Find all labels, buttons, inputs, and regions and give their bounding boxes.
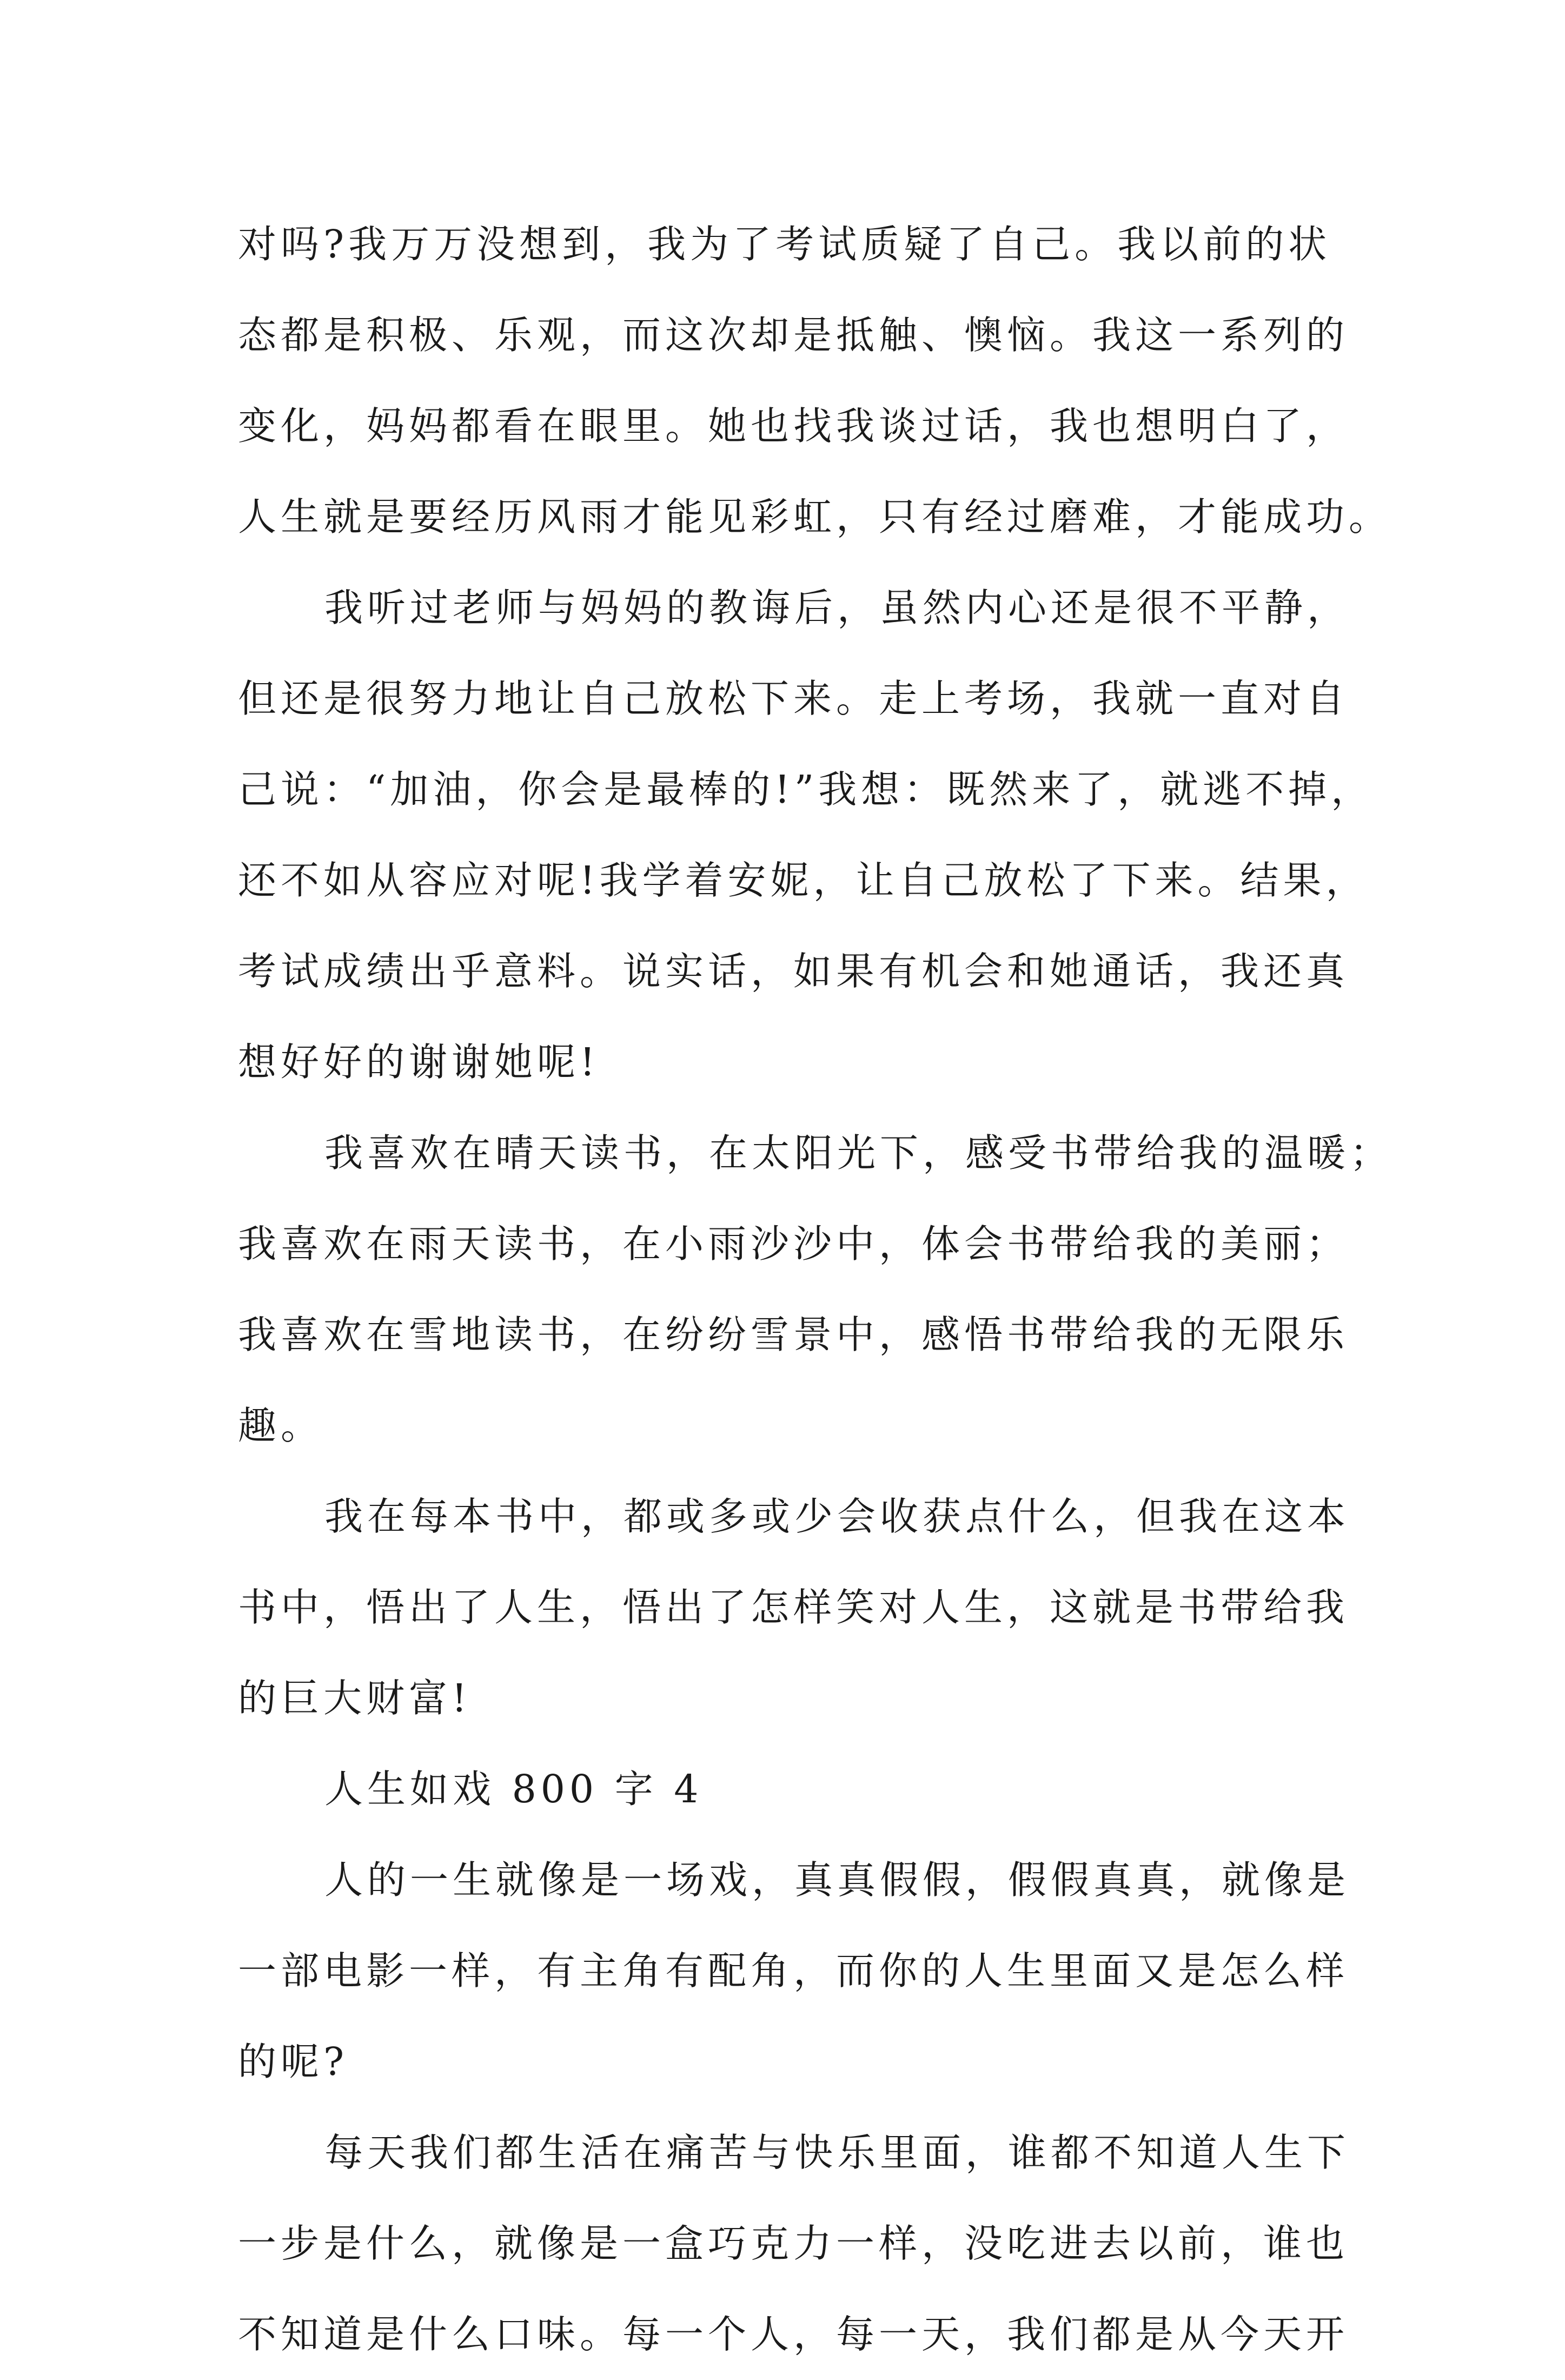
paragraph-first-line: 我在每本书中，都或多或少会收获点什么，但我在这本 — [324, 1494, 1350, 1539]
text-line: 态都是积极、乐观，而这次却是抵触、懊恼。我这一系列的 — [238, 313, 1349, 358]
text-line: 的呢? — [238, 2039, 349, 2084]
paragraph-first-line: 我听过老师与妈妈的教诲后，虽然内心还是很不平静， — [324, 585, 1350, 630]
text-line: 己说：“加油，你会是最棒的!”我想：既然来了，就逃不掉， — [238, 767, 1374, 812]
text-line: 书中，悟出了人生，悟出了怎样笑对人生，这就是书带给我 — [238, 1585, 1349, 1630]
text-line: 我喜欢在雪地读书，在纷纷雪景中，感悟书带给我的无限乐 — [238, 1312, 1349, 1357]
text-line: 考试成绩出乎意料。说实话，如果有机会和她通话，我还真 — [238, 949, 1349, 994]
text-line: 趣。 — [238, 1403, 324, 1448]
text-line: 的巨大财富! — [238, 1676, 472, 1721]
text-line: 想好好的谢谢她呢! — [238, 1040, 600, 1085]
text-line: 不知道是什么口味。每一个人，每一天，我们都是从今天开 — [238, 2312, 1349, 2357]
text-line: 人生就是要经历风雨才能见彩虹，只有经过磨难，才能成功。 — [238, 494, 1392, 539]
section-heading: 人生如戏 800 字 4 — [324, 1767, 703, 1812]
document-body — [238, 199, 1393, 2380]
text-line: 我喜欢在雨天读书，在小雨沙沙中，体会书带给我的美丽； — [238, 1221, 1349, 1266]
text-line: 还不如从容应对呢!我学着安妮，让自己放松了下来。结果， — [238, 858, 1369, 903]
paragraph-first-line: 每天我们都生活在痛苦与快乐里面，谁都不知道人生下 — [324, 2130, 1350, 2175]
text-line: 一步是什么，就像是一盒巧克力一样，没吃进去以前，谁也 — [238, 2221, 1349, 2266]
text-line: 对吗?我万万没想到，我为了考试质疑了自己。我以前的状 — [238, 222, 1331, 267]
text-line: 但还是很努力地让自己放松下来。走上考场，我就一直对自 — [238, 676, 1349, 721]
text-line: 变化，妈妈都看在眼里。她也找我谈过话，我也想明白了， — [238, 404, 1349, 448]
paragraph-first-line: 人的一生就像是一场戏，真真假假，假假真真，就像是 — [324, 1857, 1350, 1902]
text-line: 一部电影一样，有主角有配角，而你的人生里面又是怎么样 — [238, 1948, 1349, 1993]
paragraph-first-line: 我喜欢在晴天读书，在太阳光下，感受书带给我的温暖； — [324, 1130, 1393, 1175]
